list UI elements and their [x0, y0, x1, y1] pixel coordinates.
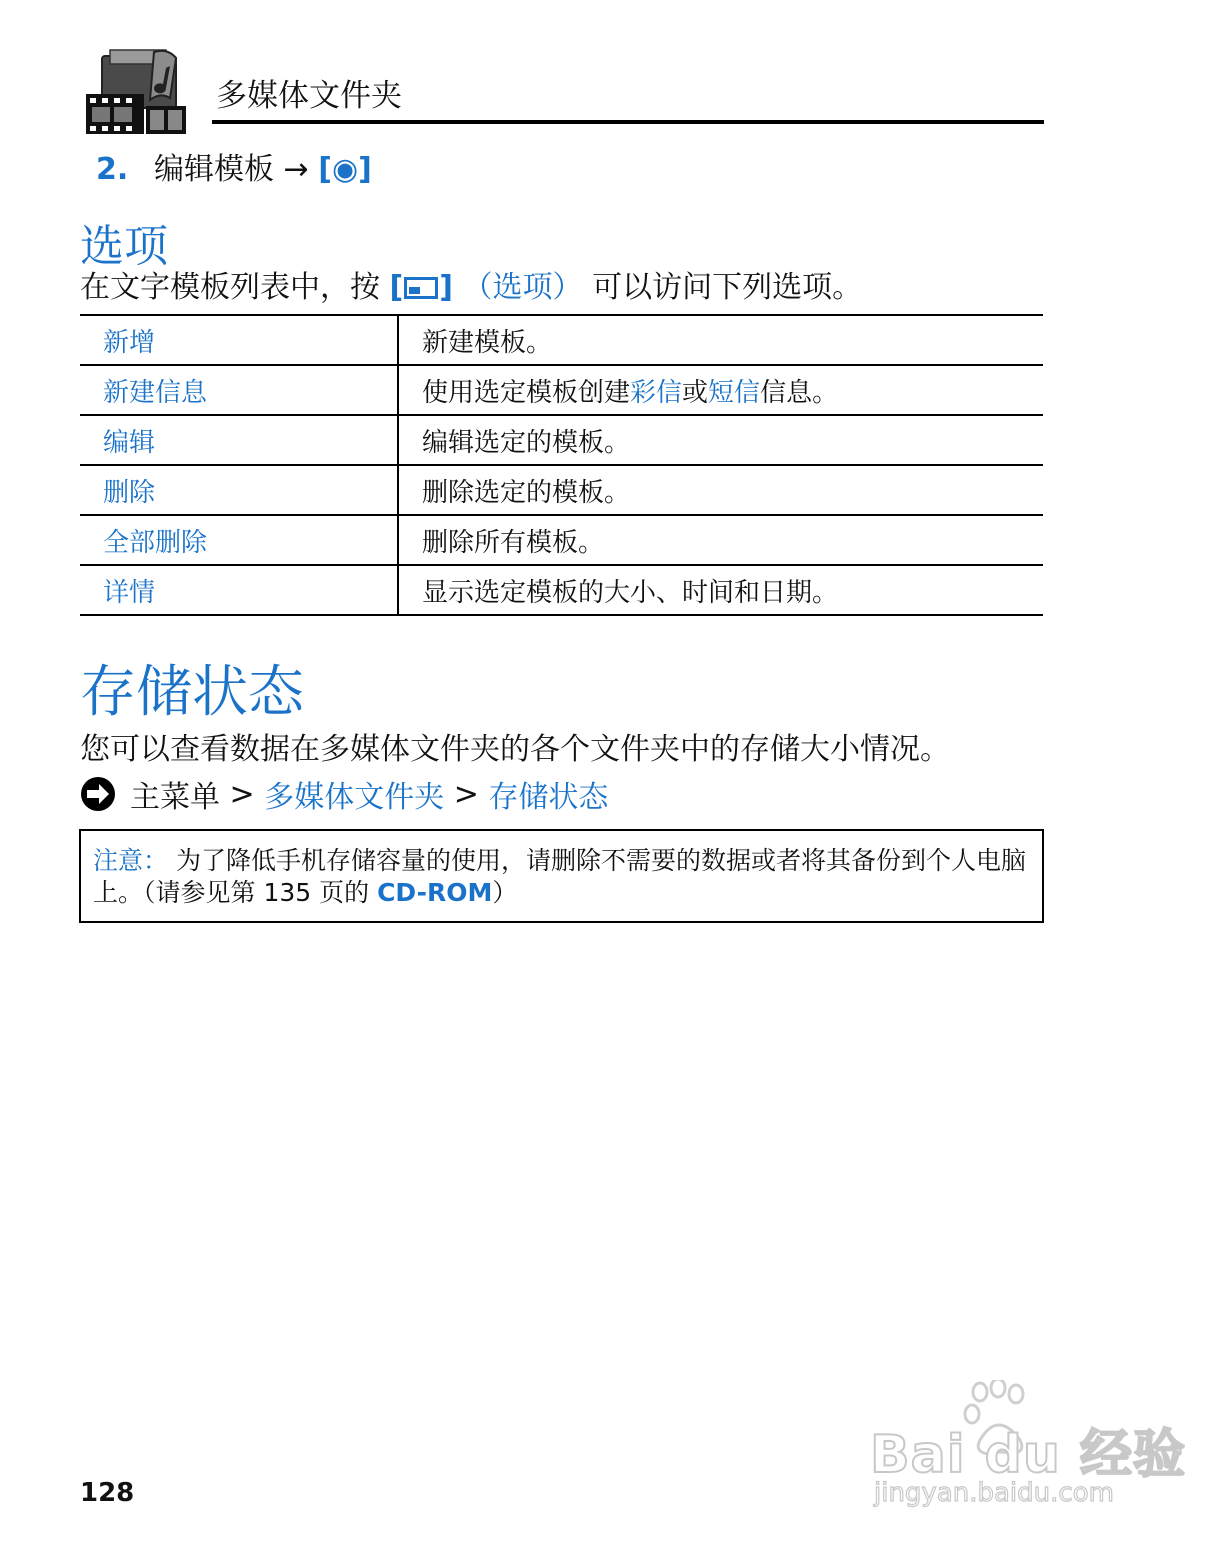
section-title: 多媒体文件夹: [216, 78, 402, 114]
arrow-right-icon: →: [283, 152, 309, 187]
left-softkey-icon: [404, 277, 438, 299]
path-multimedia-folder: 多媒体文件夹: [264, 780, 445, 815]
options-table: [80, 314, 1043, 616]
watermark-url: jingyan.baidu.com: [874, 1478, 1114, 1508]
cd-rom-link: CD-ROM: [377, 878, 493, 907]
path-main-menu: 主菜单: [130, 780, 220, 815]
options-intro: 在文字模板列表中，按 [ ] （选项） 可以访问下列选项。: [80, 270, 863, 305]
step-text: 编辑模板: [154, 152, 284, 187]
menu-arrow-icon: [80, 776, 116, 812]
option-name: 删除: [80, 465, 398, 515]
option-desc: 显示选定模板的大小、时间和日期。: [398, 565, 1043, 615]
storage-description: 您可以查看数据在多媒体文件夹的各个文件夹中的存储大小情况。: [80, 732, 950, 767]
note-label: 注意：: [93, 846, 169, 875]
storage-heading: 存储状态: [80, 660, 304, 725]
option-name: 新增: [80, 315, 398, 365]
table-row: [80, 315, 1043, 365]
watermark-brand: Bai du 经验: [870, 1425, 1186, 1485]
option-desc: 新建模板。: [398, 315, 1043, 365]
option-name: 全部删除: [80, 515, 398, 565]
table-row: [80, 515, 1043, 565]
option-desc: 编辑选定的模板。: [398, 415, 1043, 465]
sms-link: 短信: [708, 377, 761, 408]
option-desc: 使用选定模板创建彩信或短信信息。: [398, 365, 1043, 415]
options-heading: 选项: [80, 221, 168, 272]
table-row: [80, 415, 1043, 465]
step-number: 2.: [96, 152, 129, 187]
table-row: [80, 565, 1043, 615]
option-name: 编辑: [80, 415, 398, 465]
header-rule: [212, 120, 1044, 124]
menu-path: 主菜单 > 多媒体文件夹 > 存储状态: [80, 772, 608, 816]
note-box: 注意： 为了降低手机存储容量的使用，请删除不需要的数据或者将其备份到个人电脑上。（请参见第 135 页的 CD-ROM）: [79, 829, 1044, 923]
path-storage-status: 存储状态: [488, 780, 609, 815]
option-desc: 删除所有模板。: [398, 515, 1043, 565]
table-row: [80, 465, 1043, 515]
step-2: [96, 144, 372, 188]
option-name: 新建信息: [80, 365, 398, 415]
multimedia-folder-icon: [84, 46, 190, 136]
page-number: 128: [80, 1478, 135, 1508]
table-row: [80, 365, 1043, 415]
mms-link: 彩信: [630, 377, 683, 408]
option-desc: 删除选定的模板。: [398, 465, 1043, 515]
select-key-icon: [◉]: [318, 152, 372, 187]
option-name: 详情: [80, 565, 398, 615]
